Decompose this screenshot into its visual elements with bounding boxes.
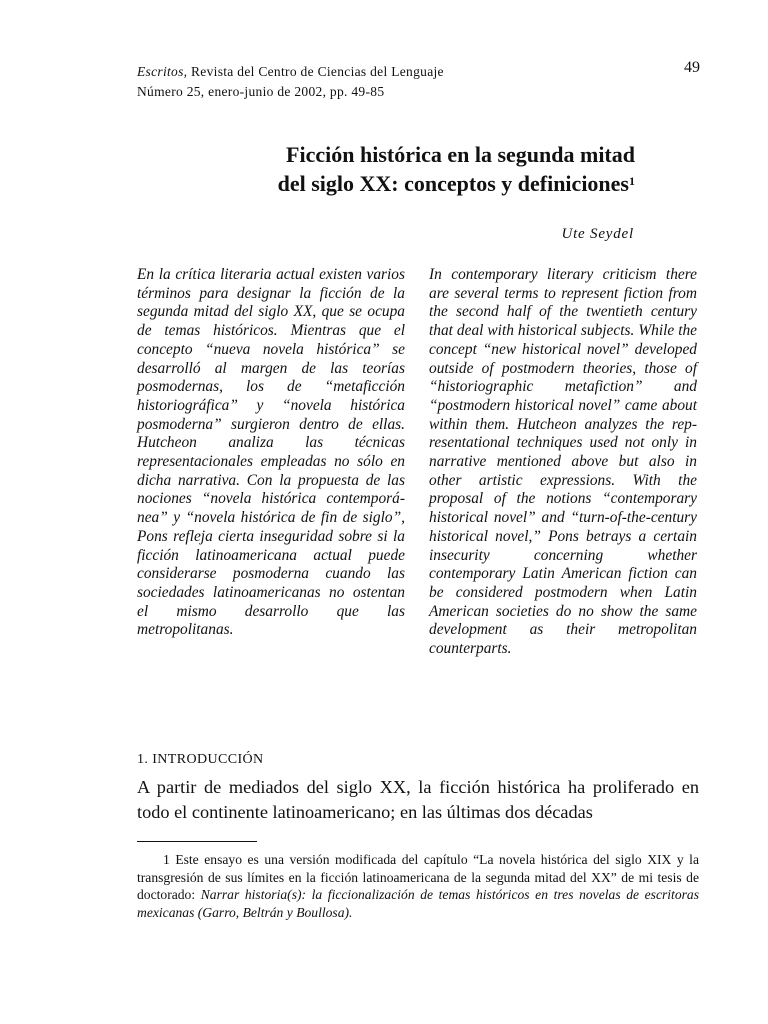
title-line-2-text: del siglo XX: conceptos y definiciones [277, 171, 629, 196]
journal-subtitle: Revista del Centro de Ciencias del Lenguaje [187, 64, 444, 79]
body-paragraph: A partir de mediados del siglo XX, la ficción histórica ha proliferado en todo el continente latinoamericano; en las últimas dos décadas [137, 777, 699, 822]
title-footnote-mark: 1 [629, 174, 635, 188]
footnote [137, 851, 699, 921]
title-line-1: Ficción histórica en la segunda mitad [286, 142, 635, 167]
journal-name: Escritos, [137, 64, 188, 79]
abstract-spanish: En la crítica literaria actual existen varios términos para designar la ficción de la segunda mitad del siglo XX, que se ocupa de temas históricos. Mientras que el concepto “nueva novela histórica” se desarrolló al margen de las teorías posmodernas, los de “metaficción historiográfica” y “novela histórica posmoderna” surgieron dentro de ellas. Hutcheon analiza las técnicas representacionales empleadas no sólo en dicha narrativa. Con la propuesta de las nociones “novela histórica contemporánea” y “novela histórica de fin de siglo”, Pons refleja cierta inseguridad sobre si la ficción latinoamericana actual puede considerarse posmoderna cuando las sociedades latinoamericanas no ostentan el mismo desarrollo que las metropolitanas. [137, 266, 405, 639]
section-heading: 1. INTRODUCCIÓN [137, 752, 264, 767]
title-line-2 [150, 169, 635, 198]
author-name: Ute Seydel [561, 226, 634, 242]
footnote-divider [137, 841, 257, 842]
footnote-text: 1 Este ensayo es una versión modificada del capítulo “La novela histórica del siglo XIX y la transgresión de sus límites en la ficción latinoamericana de la segunda mitad del XX” de mi tesis de doctorado: [137, 852, 699, 902]
journal-header [137, 59, 700, 102]
issue-info: Número 25, enero-junio de 2002, pp. 49-85 [137, 84, 385, 99]
abstract-english: In contemporary literary criticism there are several terms to represent fiction from the second half of the twentieth century that deal with historical subjects. While the concept “new historical novel” developed outside of postmodern theories, those of “historiographic metafiction” and “postmodern historical novel” came about within them. Hutcheon analyzes the representational techniques used not only in narrative mentioned above but also in other artistic expressions. With the proposal of the notions “contemporary historical novel” and “turn-of-the-century historical novel,” Pons betrays a certain insecurity concerning whether contemporary Latin American fiction can be considered postmodern when Latin American societies do no show the same development as their metropolitan counterparts. [429, 266, 697, 658]
footnote-thesis-title: Narrar historia(s): la ficcionalización de temas históricos en tres novelas de escritoras mexicanas (Garro, Beltrán y Boullosa). [137, 887, 700, 920]
journal-citation [137, 62, 700, 82]
page-number: 49 [684, 59, 700, 76]
article-title [150, 140, 635, 198]
